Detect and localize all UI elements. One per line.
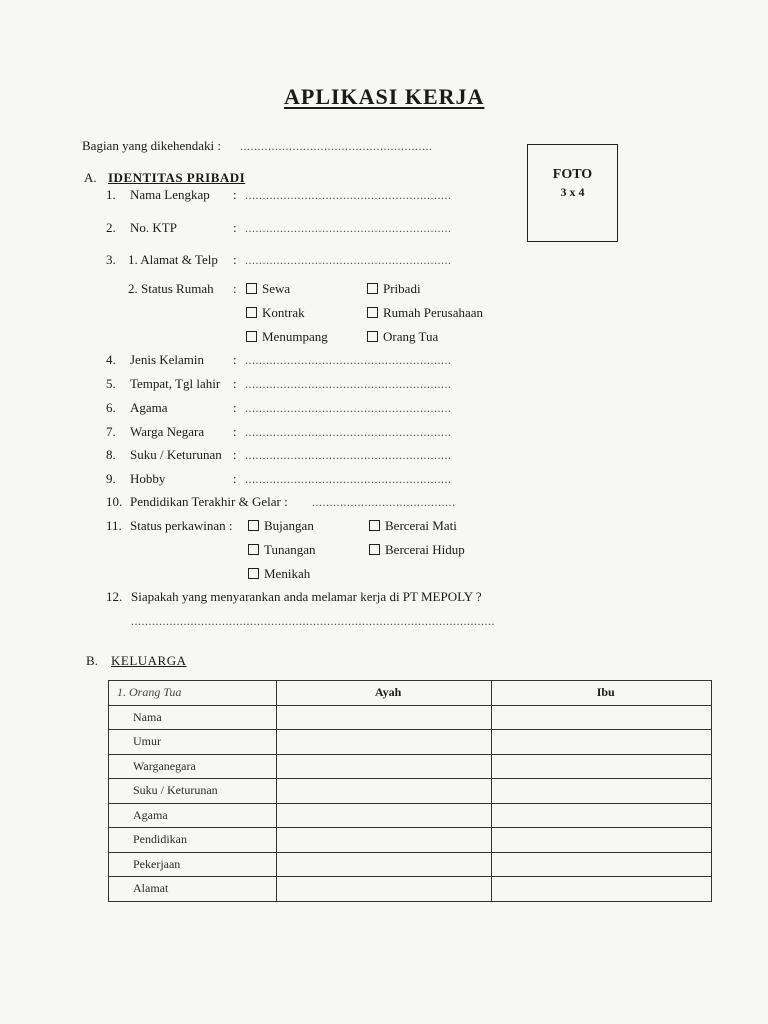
field-7-num: 7.	[106, 424, 116, 439]
row-label: Agama	[109, 803, 277, 828]
cell-ayah[interactable]	[276, 828, 492, 853]
field-6-label: Agama	[130, 400, 168, 415]
field-2-label: No. KTP	[130, 220, 177, 235]
field-4-num: 4.	[106, 352, 116, 367]
option-sewa[interactable]	[246, 281, 290, 297]
option-bercerai-hidup[interactable]	[369, 542, 465, 558]
field-2-num: 2.	[106, 220, 116, 235]
section-a-letter: A.	[84, 170, 97, 185]
option-rumah-perusahaan[interactable]	[367, 305, 483, 321]
cell-ayah[interactable]	[276, 705, 492, 730]
checkbox-icon[interactable]	[248, 568, 259, 579]
option-orang-tua-label: Orang Tua	[383, 329, 439, 344]
status-rumah-colon: :	[233, 281, 237, 296]
field-1-num: 1.	[106, 187, 116, 202]
row-label: Umur	[109, 730, 277, 755]
field-1-colon: :	[233, 187, 237, 202]
row-label: Nama	[109, 705, 277, 730]
field-1-input[interactable]: ...........................................................	[245, 188, 452, 202]
field-5-label: Tempat, Tgl lahir	[130, 376, 221, 391]
section-b-title: KELUARGA	[111, 653, 187, 668]
field-4-colon: :	[233, 352, 237, 367]
checkbox-icon[interactable]	[369, 544, 380, 555]
field-8-num: 8.	[106, 447, 116, 462]
status-rumah-label: 2. Status Rumah	[128, 281, 214, 296]
row-label: Warganegara	[109, 754, 277, 779]
field-1-label: Nama Lengkap	[130, 187, 210, 202]
checkbox-icon[interactable]	[369, 520, 380, 531]
field-9-input[interactable]: ...........................................................	[245, 472, 452, 486]
cell-ayah[interactable]	[276, 730, 492, 755]
cell-ayah[interactable]	[276, 754, 492, 779]
field-11-num: 11.	[106, 518, 122, 533]
table-row	[109, 705, 712, 730]
field-8-label: Suku / Keturunan	[130, 447, 222, 462]
photo-label: FOTO	[552, 167, 593, 182]
option-bercerai-hidup-label: Bercerai Hidup	[385, 542, 465, 557]
table-row	[109, 803, 712, 828]
cell-ibu[interactable]	[492, 852, 712, 877]
field-8-input[interactable]: ...........................................................	[245, 448, 452, 462]
field-7-colon: :	[233, 424, 237, 439]
row-label: Pendidikan	[109, 828, 277, 853]
table-header-row	[109, 681, 712, 706]
section-a-title: IDENTITAS PRIBADI	[108, 170, 246, 185]
table-row	[109, 852, 712, 877]
option-menumpang[interactable]	[246, 329, 328, 345]
field-10-num: 10.	[106, 494, 123, 509]
family-table	[108, 680, 712, 902]
checkbox-icon[interactable]	[367, 283, 378, 294]
section-b-letter: B.	[86, 653, 98, 668]
table-row	[109, 754, 712, 779]
field-6-input[interactable]: ...........................................................	[245, 401, 452, 415]
option-menikah[interactable]	[248, 566, 310, 582]
field-2-input[interactable]: ...........................................................	[245, 221, 452, 235]
field-8-colon: :	[233, 447, 237, 462]
option-pribadi-label: Pribadi	[383, 281, 421, 296]
field-9-label: Hobby	[130, 471, 166, 486]
field-3-colon: :	[233, 252, 237, 267]
option-rumah-perusahaan-label: Rumah Perusahaan	[383, 305, 484, 320]
cell-ibu[interactable]	[492, 730, 712, 755]
row-label: Alamat	[109, 877, 277, 902]
option-pribadi[interactable]	[367, 281, 421, 297]
field-10-input[interactable]: .........................................	[312, 495, 456, 509]
row-label: Pekerjaan	[109, 852, 277, 877]
field-3-label: 1. Alamat & Telp	[128, 252, 218, 267]
table-row	[109, 877, 712, 902]
table-row	[109, 730, 712, 755]
option-bujangan[interactable]	[248, 518, 314, 534]
option-bercerai-mati[interactable]	[369, 518, 457, 534]
photo-box	[527, 144, 618, 242]
field-6-num: 6.	[106, 400, 116, 415]
cell-ibu[interactable]	[492, 803, 712, 828]
cell-ibu[interactable]	[492, 754, 712, 779]
field-11-label: Status perkawinan :	[130, 518, 233, 533]
cell-ayah[interactable]	[276, 877, 492, 902]
cell-ibu[interactable]	[492, 705, 712, 730]
cell-ibu[interactable]	[492, 877, 712, 902]
cell-ayah[interactable]	[276, 852, 492, 877]
field-5-num: 5.	[106, 376, 116, 391]
option-orang-tua[interactable]	[367, 329, 438, 345]
field-9-colon: :	[233, 471, 237, 486]
field-5-colon: :	[233, 376, 237, 391]
option-sewa-label: Sewa	[262, 281, 291, 296]
field-12-input[interactable]: ........................................................................................................	[131, 614, 495, 628]
field-2-colon: :	[233, 220, 237, 235]
table-header-ibu: Ibu	[492, 681, 712, 706]
field-5-input[interactable]: ...........................................................	[245, 377, 452, 391]
checkbox-icon[interactable]	[246, 307, 257, 318]
cell-ayah[interactable]	[276, 779, 492, 804]
checkbox-icon[interactable]	[246, 331, 257, 342]
field-12-num: 12.	[106, 589, 123, 604]
option-kontrak[interactable]	[246, 305, 305, 321]
option-tunangan[interactable]	[248, 542, 316, 558]
field-6-colon: :	[233, 400, 237, 415]
table-header-ayah: Ayah	[276, 681, 492, 706]
page-title: APLIKASI KERJA	[284, 84, 485, 109]
field-7-input[interactable]: ...........................................................	[245, 425, 452, 439]
option-tunangan-label: Tunangan	[264, 542, 316, 557]
bagian-label: Bagian yang dikehendaki :	[82, 138, 221, 153]
option-bercerai-mati-label: Bercerai Mati	[385, 518, 457, 533]
checkbox-icon[interactable]	[367, 307, 378, 318]
table-row	[109, 828, 712, 853]
field-3-num: 3.	[106, 252, 116, 267]
checkbox-icon[interactable]	[248, 544, 259, 555]
cell-ibu[interactable]	[492, 779, 712, 804]
table-header-orang-tua: 1. Orang Tua	[109, 681, 277, 706]
field-10-label: Pendidikan Terakhir & Gelar :	[130, 494, 288, 509]
photo-size: 3 x 4	[560, 185, 585, 199]
field-4-label: Jenis Kelamin	[130, 352, 205, 367]
row-label: Suku / Keturunan	[109, 779, 277, 804]
cell-ayah[interactable]	[276, 803, 492, 828]
option-bujangan-label: Bujangan	[264, 518, 314, 533]
cell-ibu[interactable]	[492, 828, 712, 853]
option-kontrak-label: Kontrak	[262, 305, 305, 320]
table-row	[109, 779, 712, 804]
checkbox-icon[interactable]	[248, 520, 259, 531]
field-12-label: Siapakah yang menyarankan anda melamar kerja di PT MEPOLY ?	[131, 589, 482, 604]
bagian-field[interactable]: .......................................................	[240, 139, 433, 153]
option-menumpang-label: Menumpang	[262, 329, 328, 344]
field-9-num: 9.	[106, 471, 116, 486]
field-7-label: Warga Negara	[130, 424, 205, 439]
option-menikah-label: Menikah	[264, 566, 311, 581]
checkbox-icon[interactable]	[246, 283, 257, 294]
field-3-input[interactable]: ...........................................................	[245, 253, 452, 267]
field-4-input[interactable]: ...........................................................	[245, 353, 452, 367]
checkbox-icon[interactable]	[367, 331, 378, 342]
